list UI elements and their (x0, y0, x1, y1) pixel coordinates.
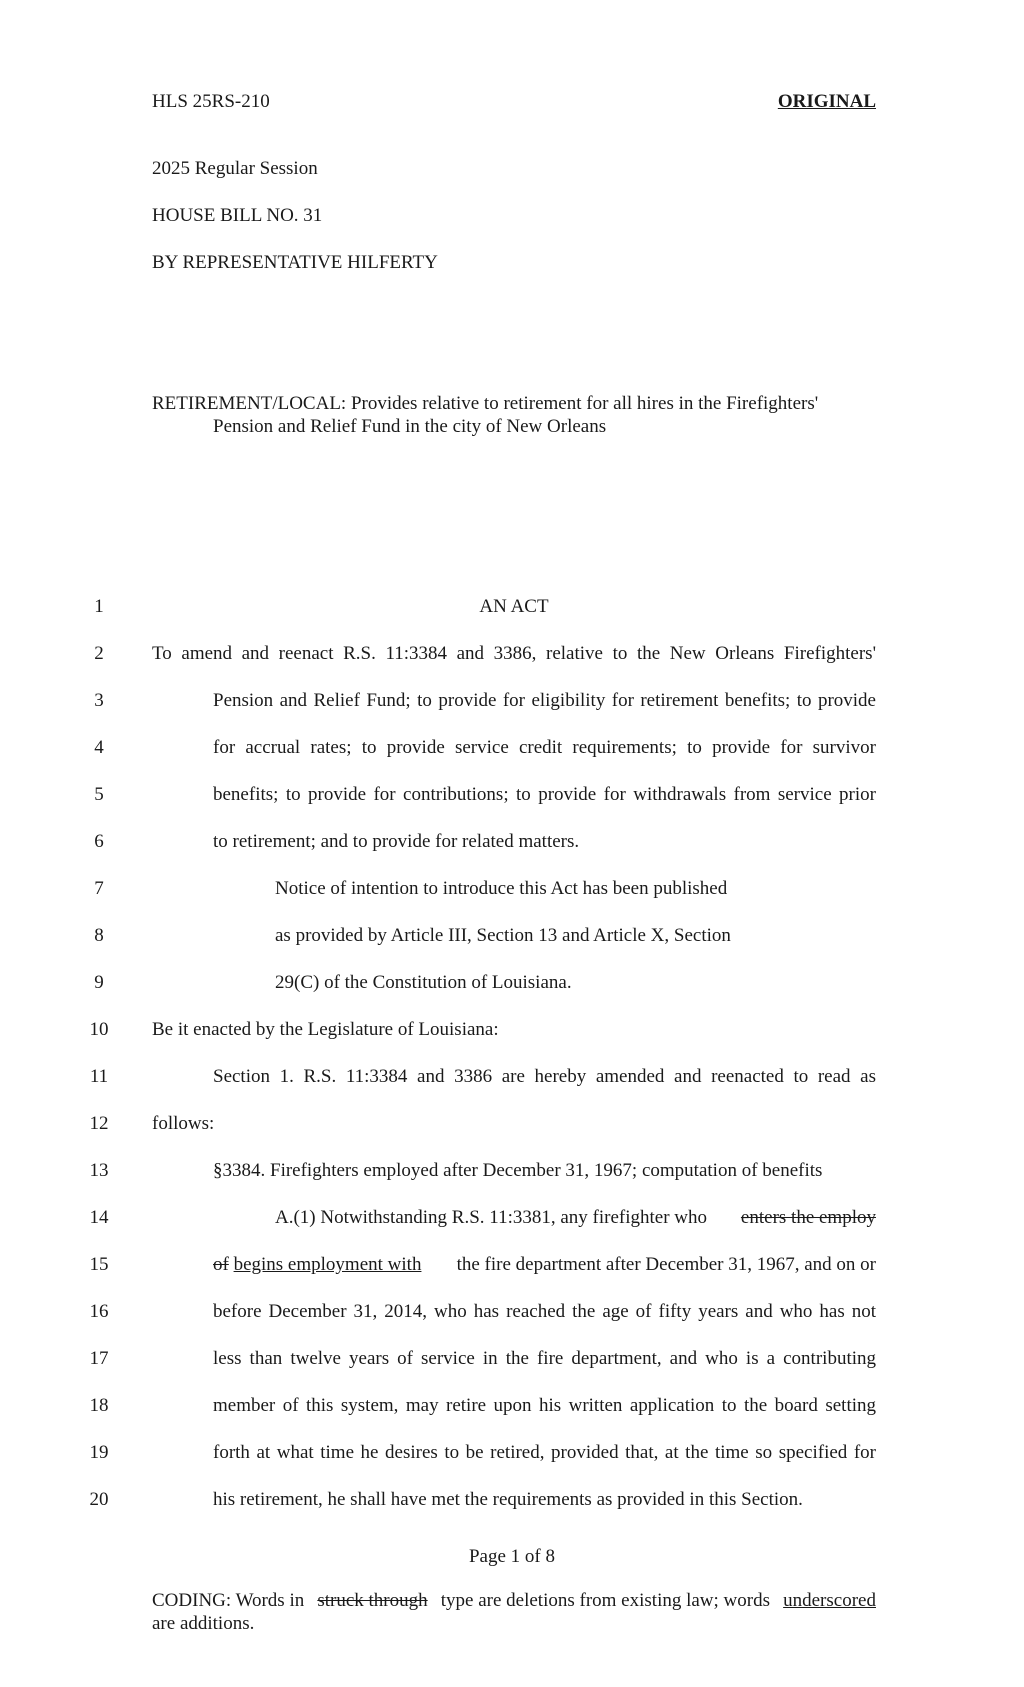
coding-end: are additions. (152, 1613, 255, 1634)
body-line (275, 1207, 876, 1229)
body-line: Pension and Relief Fund; to provide for eligibility for retirement benefits; to provide (213, 690, 876, 711)
body-line: before December 31, 2014, who has reached the age of fifty years and who has not (213, 1301, 876, 1322)
bill-author: BY REPRESENTATIVE HILFERTY (152, 252, 438, 273)
added-text: begins employment with (233, 1254, 422, 1275)
line-number: 11 (89, 1066, 109, 1087)
line-number: 10 (89, 1019, 109, 1040)
coding-prefix: CODING: Words in (152, 1590, 305, 1611)
coding-underscored-example: underscored (783, 1590, 876, 1611)
line-number: 8 (94, 925, 104, 946)
body-line: member of this system, may retire upon his written application to the board setting (213, 1395, 876, 1416)
line-number: 16 (89, 1301, 109, 1322)
bill-number: HOUSE BILL NO. 31 (152, 205, 323, 226)
body-line: Section 1. R.S. 11:3384 and 3386 are hereby amended and reenacted to read as (213, 1066, 876, 1087)
digest (152, 392, 876, 438)
line-number: 20 (89, 1489, 109, 1510)
notice-line: Notice of intention to introduce this Act has been published (275, 878, 728, 899)
line-number: 7 (94, 878, 104, 899)
line-number: 9 (94, 972, 104, 993)
body-text: A.(1) Notwithstanding R.S. 11:3381, any firefighter who (275, 1207, 708, 1228)
notice-line: 29(C) of the Constitution of Louisiana. (275, 972, 572, 993)
line-number: 5 (94, 784, 104, 805)
body-line: less than twelve years of service in the fire department, and who is a contributing (213, 1348, 876, 1369)
body-line: forth at what time he desires to be retired, provided that, at the time so specified for (213, 1442, 876, 1463)
line-number: 15 (89, 1254, 109, 1275)
body-line: for accrual rates; to provide service credit requirements; to provide for survivor (213, 737, 876, 758)
line-number: 1 (94, 596, 104, 617)
line-number: 13 (89, 1160, 109, 1181)
act-title: AN ACT (479, 596, 549, 617)
digest-line-2: Pension and Relief Fund in the city of New Orleans (213, 416, 607, 437)
section-heading: §3384. Firefighters employed after December 31, 1967; computation of benefits (213, 1160, 823, 1181)
body-text: the fire department after December 31, 1967, and on or (456, 1254, 876, 1275)
session-label: 2025 Regular Session (152, 158, 318, 179)
digest-line-1: RETIREMENT/LOCAL: Provides relative to retirement for all hires in the Firefighters' (152, 393, 819, 414)
notice-line: as provided by Article III, Section 13 and Article X, Section (275, 925, 731, 946)
page-number: Page 1 of 8 (468, 1546, 555, 1567)
line-number: 6 (94, 831, 104, 852)
coding-middle: type are deletions from existing law; words (440, 1590, 771, 1611)
line-number: 4 (94, 737, 104, 758)
line-number: 3 (94, 690, 104, 711)
body-line: follows: (152, 1113, 215, 1134)
coding-note (152, 1589, 876, 1635)
line-number: 19 (89, 1442, 109, 1463)
deleted-text: of (213, 1254, 229, 1275)
enacting-clause: Be it enacted by the Legislature of Louisiana: (152, 1019, 499, 1040)
line-number: 17 (89, 1348, 109, 1369)
line-number: 2 (94, 643, 104, 664)
line-number: 12 (89, 1113, 109, 1134)
body-line: to retirement; and to provide for related matters. (213, 831, 580, 852)
line-number: 14 (89, 1207, 109, 1228)
deleted-text: enters the employ (740, 1207, 876, 1228)
body-line: benefits; to provide for contributions; to provide for withdrawals from service prior (213, 784, 876, 805)
body-line: his retirement, he shall have met the requirements as provided in this Section. (213, 1489, 803, 1510)
line-number: 18 (89, 1395, 109, 1416)
coding-struck-example: struck through (317, 1590, 428, 1611)
body-line: To amend and reenact R.S. 11:3384 and 3386, relative to the New Orleans Firefighters' (152, 643, 876, 664)
document-id: HLS 25RS-210 (152, 91, 270, 112)
body-line (213, 1254, 876, 1276)
document-status: ORIGINAL (777, 91, 876, 112)
